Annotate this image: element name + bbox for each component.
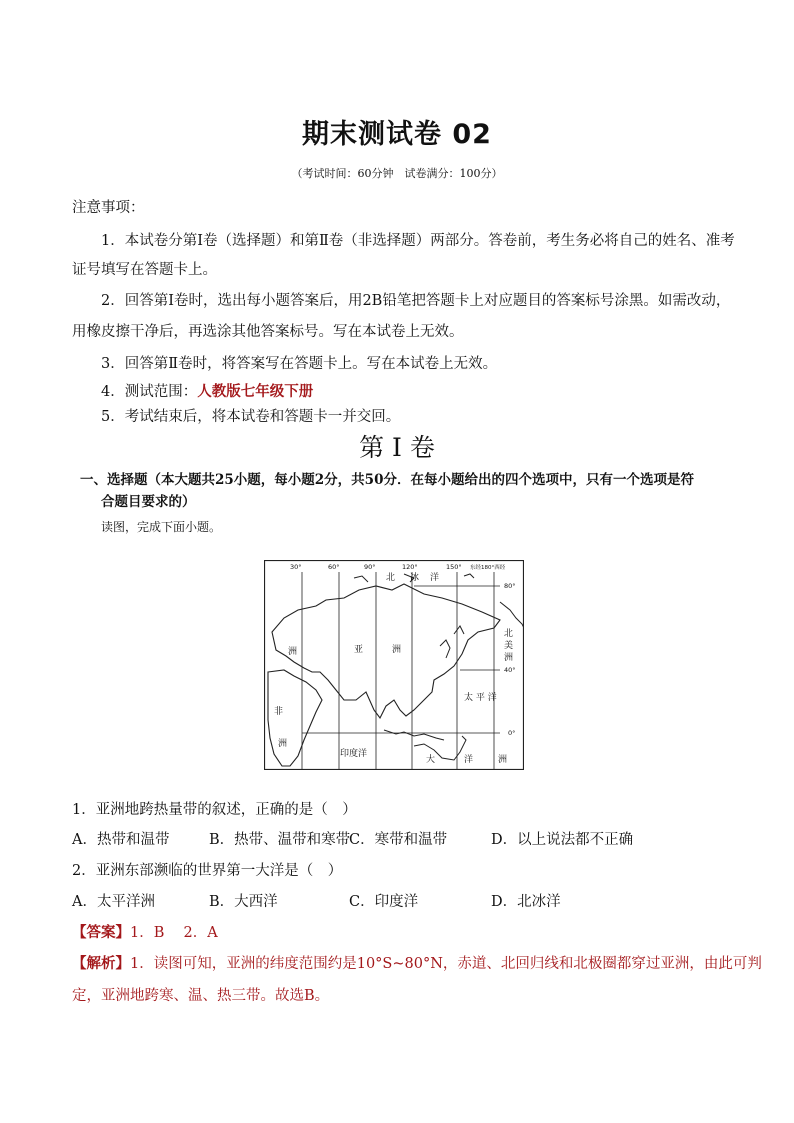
test-scope: 人教版七年级下册 (197, 383, 314, 400)
question-1-stem: 1．亚洲地跨热量带的叙述，正确的是（ ） (72, 802, 357, 818)
lon-label-150: 150° (446, 563, 462, 571)
label-arctic-2: 冰 (410, 573, 420, 583)
notice-item-2-line-2: 用橡皮擦干净后，再选涂其他答案标号。写在本试卷上无效。 (72, 324, 464, 340)
notice-item-1-line-2: 证号填写在答题卡上。 (72, 262, 217, 278)
question-2-stem: 2．亚洲东部濒临的世界第一大洋是（ ） (72, 863, 343, 879)
question-2-option-a: A．太平洋洲 (72, 894, 155, 910)
question-1-option-b: B．热带、温带和寒带 (209, 832, 351, 848)
question-1-option-a: A．热带和温带 (72, 832, 170, 848)
question-2-option-d: D．北冰洋 (491, 894, 561, 910)
question-2-option-b: B．大西洋 (209, 894, 278, 910)
label-great: 大 (426, 755, 436, 765)
analysis-text-1: 1．读图可知，亚洲的纬度范围约是10°S~80°N，赤道、北回归线和北极圈都穿过亚洲，由此可判 (130, 956, 762, 972)
label-asia-1: 亚 (354, 645, 364, 655)
notice-item-1-line-1: 1．本试卷分第Ⅰ卷（选择题）和第Ⅱ卷（非选择题）两部分。答卷前，考生务必将自己的姓名、准考 (101, 233, 735, 249)
exam-subtitle: （考试时间：60分钟 试卷满分：100分） (291, 167, 503, 180)
label-arctic-3: 洋 (430, 573, 440, 583)
label-na-1: 北 (504, 629, 514, 639)
map-frame (265, 561, 524, 770)
section-heading-line-2: 合题目要求的） (101, 494, 196, 510)
instruction: 读图，完成下面小题。 (101, 520, 222, 534)
notice-item-5: 5．考试结束后，将本试卷和答题卡一并交回。 (101, 409, 401, 425)
lon-label-60: 60° (328, 563, 340, 571)
page-title: 期末测试卷 02 (302, 119, 492, 150)
answer-block (72, 921, 218, 942)
label-europe: 洲 (288, 647, 298, 657)
label-na-2: 美 (504, 641, 514, 651)
asia-map (264, 560, 524, 770)
label-pacific: 太 平 洋 (464, 693, 497, 703)
notice-item-2-line-1: 2．回答第Ⅰ卷时，选出每小题答案后，用2B铅笔把答题卡上对应题目的答案标号涂黑。如需改动， (101, 293, 731, 309)
lat-label-80: 80° (504, 582, 516, 590)
lon-label-120: 120° (402, 563, 418, 571)
notice-item-3: 3．回答第Ⅱ卷时，将答案写在答题卡上。写在本试卷上无效。 (101, 356, 498, 372)
section-heading-line-1: 一、选择题（本大题共25小题，每小题2分，共50分．在每小题给出的四个选项中，只有一个选项是符 (80, 472, 694, 488)
notice-item-4-label: 4．测试范围： (101, 384, 198, 400)
analysis-line-1 (72, 952, 762, 973)
question-1-option-c: C．寒带和温带 (349, 832, 448, 848)
label-asia-2: 洲 (392, 645, 402, 655)
notice-heading: 注意事项： (72, 200, 145, 216)
question-1-option-d: D．以上说法都不正确 (491, 832, 634, 848)
lat-label-0: 0° (508, 729, 516, 737)
analysis-label: 【解析】 (72, 955, 130, 972)
answer-label: 【答案】 (72, 924, 130, 941)
label-na-3: 洲 (504, 653, 514, 663)
label-indian: 印度洋 (340, 749, 368, 759)
lon-label-180: 东经180°西经 (470, 565, 506, 571)
label-africa-1: 非 (274, 707, 284, 717)
asia-map-figure (264, 560, 524, 770)
label-africa-2: 洲 (278, 739, 288, 749)
lon-label-30: 30° (290, 563, 302, 571)
label-continent: 洲 (498, 755, 508, 765)
notice-item-4 (101, 380, 313, 401)
label-arctic-1: 北 (386, 573, 396, 583)
lat-label-40: 40° (504, 666, 516, 674)
answer-text: 1．B 2．A (130, 925, 218, 941)
section-title: 第 I 卷 (359, 433, 435, 462)
label-ocean: 洋 (464, 755, 474, 765)
analysis-line-2: 定，亚洲地跨寒、温、热三带。故选B。 (72, 988, 330, 1004)
question-2-option-c: C．印度洋 (349, 894, 419, 910)
lon-label-90: 90° (364, 563, 376, 571)
